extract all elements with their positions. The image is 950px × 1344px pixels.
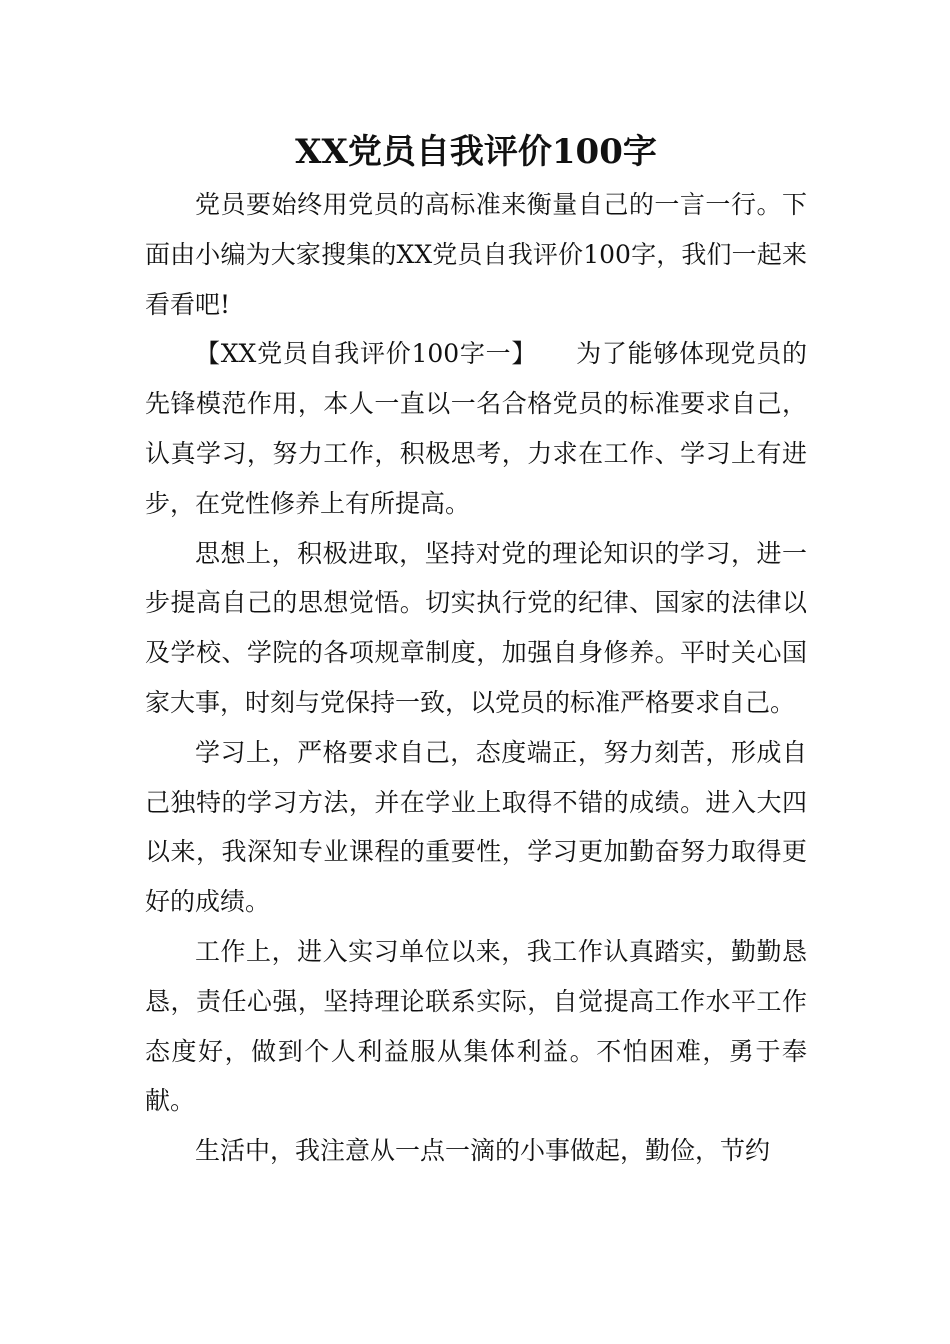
document-page [145,128,807,1176]
paragraph-intro: 党员要始终用党员的高标准来衡量自己的一言一行。下面由小编为大家搜集的XX党员自我评价100字，我们一起来看看吧! [145,190,807,319]
paragraph-section-one: 【XX党员自我评价100字一】 为了能够体现党员的先锋模范作用，本人一直以一名合格党员的标准要求自己，认真学习，努力工作，积极思考，力求在工作、学习上有进步，在党性修养上有所提高。 [145,339,807,518]
paragraph-work: 工作上，进入实习单位以来，我工作认真踏实，勤勤恳恳，责任心强，坚持理论联系实际，自觉提高工作水平工作态度好，做到个人利益服从集体利益。不怕困难，勇于奉献。 [145,936,807,1116]
paragraph-study: 学习上，严格要求自己，态度端正，努力刻苦，形成自己独特的学习方法，并在学业上取得不错的成绩。进入大四以来，我深知专业课程的重要性，学习更加勤奋努力取得更好的成绩。 [145,737,807,917]
paragraph-life: 生活中，我注意从一点一滴的小事做起，勤俭，节约 [195,1136,771,1166]
paragraph-thought: 思想上，积极进取，坚持对党的理论知识的学习，进一步提高自己的思想觉悟。切实执行党的纪律、国家的法律以及学校、学院的各项规章制度，加强自身修养。平时关心国家大事，时刻与党保持一致，以党员的标准严格要求自己。 [145,538,807,717]
document-title: XX党员自我评价100字 [295,132,657,172]
